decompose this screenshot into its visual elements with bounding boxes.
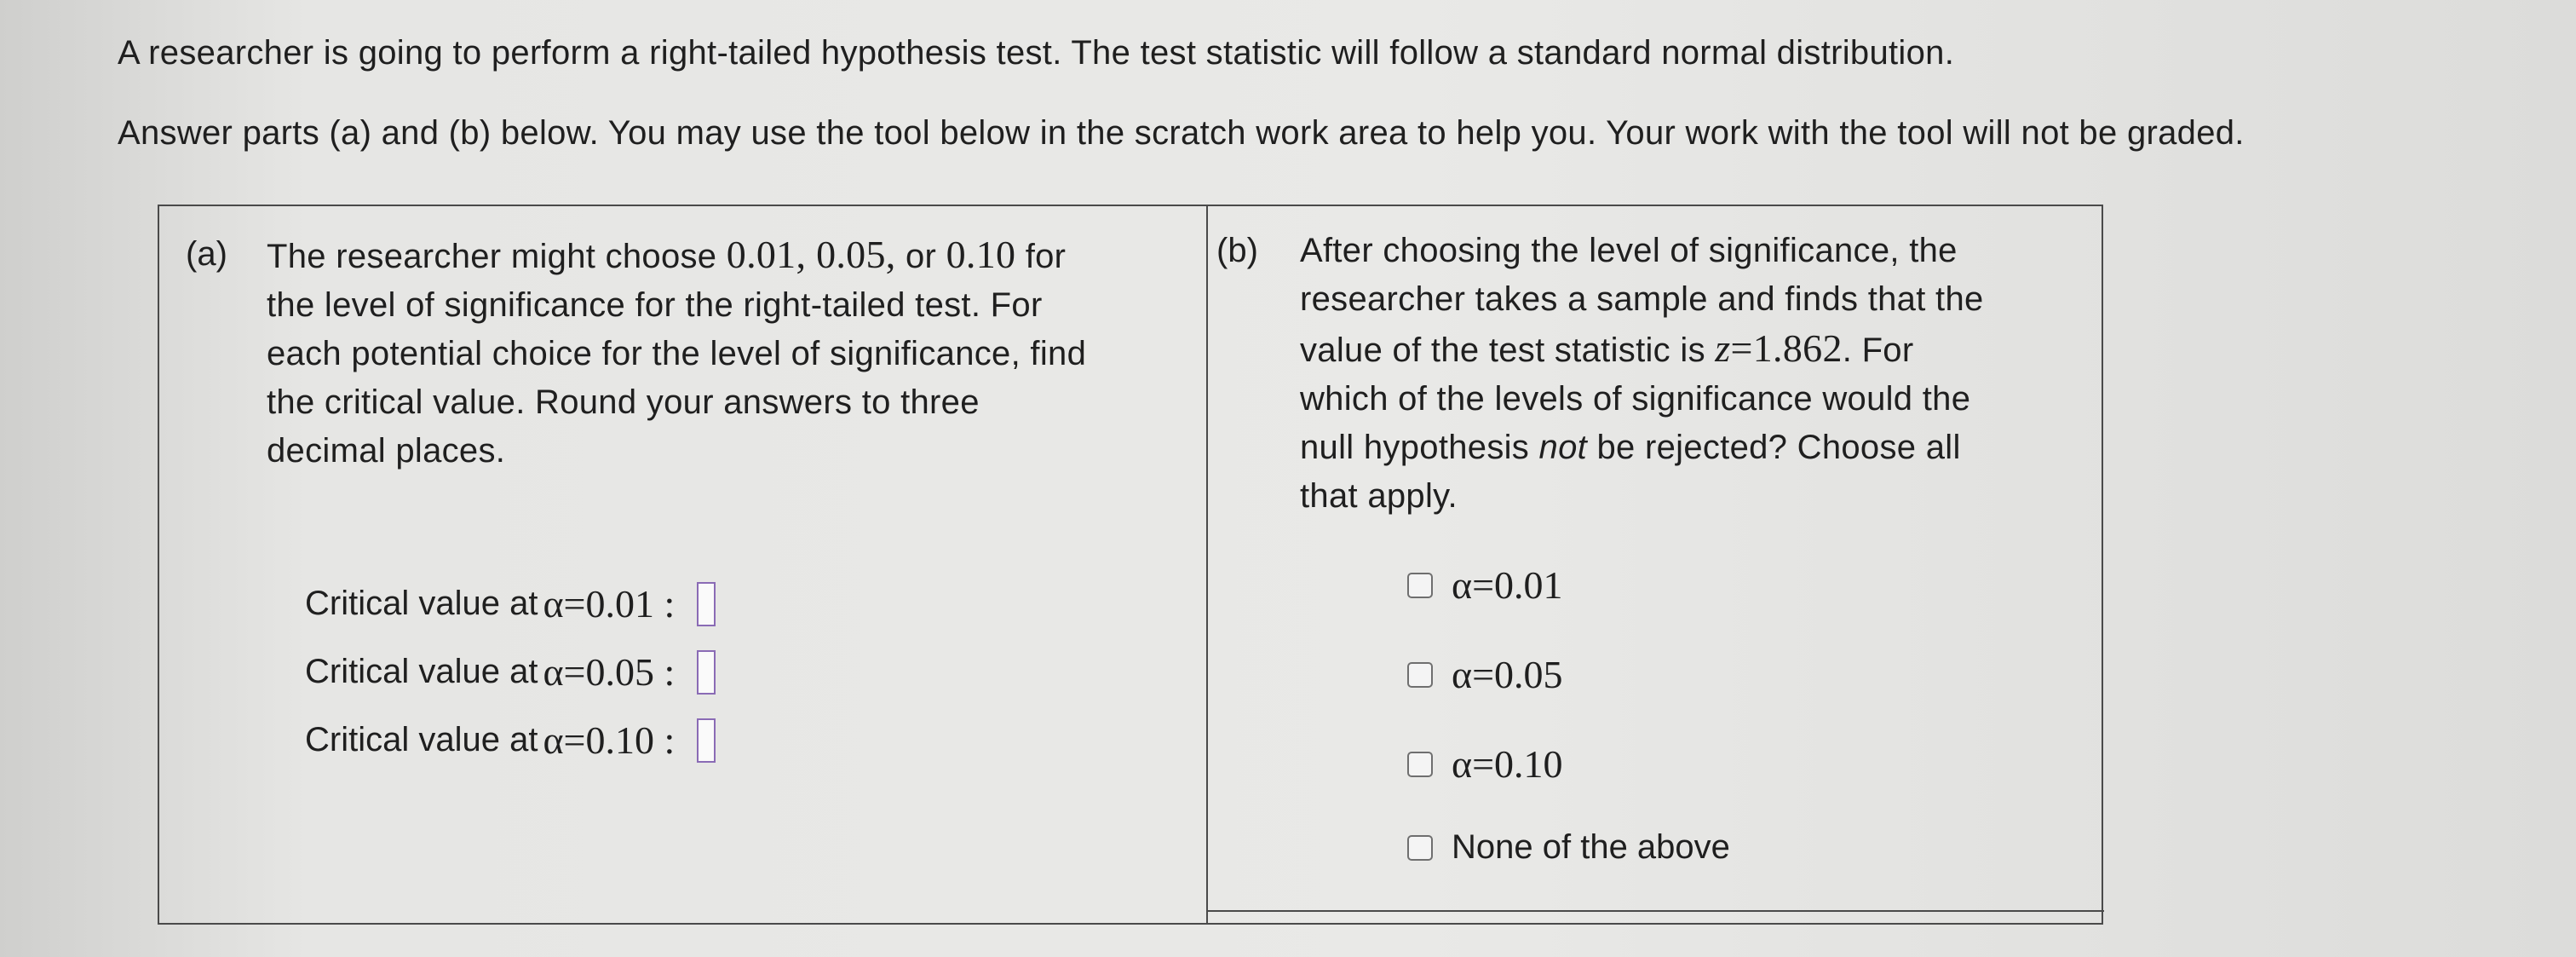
checkbox[interactable] bbox=[1407, 573, 1433, 598]
math-segment: z=1.862 bbox=[1715, 326, 1843, 370]
critical-value-input-010[interactable] bbox=[697, 718, 716, 763]
option-label: None of the above bbox=[1452, 828, 1730, 866]
option-alpha-010[interactable] bbox=[1407, 741, 1563, 787]
emphasis-segment: not bbox=[1538, 429, 1588, 466]
instruction-line bbox=[1300, 472, 2101, 521]
text-segment: null hypothesis bbox=[1300, 429, 1539, 466]
instruction-line bbox=[267, 427, 1195, 476]
critical-value-row-005 bbox=[305, 649, 716, 695]
text-segment: that apply. bbox=[1300, 477, 1458, 515]
part-b-bottom-border bbox=[1208, 910, 2104, 912]
instruction-line bbox=[267, 230, 1195, 281]
text-segment: the level of significance for the right-tailed test. For bbox=[267, 286, 1043, 324]
instruction-line bbox=[1300, 227, 2101, 275]
text-segment: be rejected? Choose all bbox=[1587, 429, 1961, 466]
text-segment: value of the test statistic is bbox=[1300, 331, 1716, 369]
text-segment: the critical value. Round your answers to three bbox=[267, 383, 980, 421]
instruction-line bbox=[267, 281, 1195, 330]
option-none[interactable] bbox=[1407, 828, 1730, 867]
intro-line-2: Answer parts (a) and (b) below. You may use the tool below in the scratch work area to help you. Your work with the tool will not be graded. bbox=[118, 114, 2245, 152]
alpha-value: α=0.05 : bbox=[543, 650, 676, 694]
text-segment: decimal places. bbox=[267, 432, 506, 470]
part-a-label: (a) bbox=[186, 235, 227, 273]
text-segment: After choosing the level of significance, the bbox=[1300, 232, 1958, 269]
alpha-value: α=0.10 : bbox=[543, 718, 676, 762]
critical-value-label: Critical value at bbox=[305, 721, 538, 758]
critical-value-input-001[interactable] bbox=[697, 582, 716, 626]
text-segment: or bbox=[895, 238, 946, 275]
option-label: α=0.01 bbox=[1452, 563, 1563, 607]
instruction-line bbox=[267, 378, 1195, 427]
option-alpha-001[interactable] bbox=[1407, 562, 1563, 608]
part-b-instructions bbox=[1300, 227, 2101, 521]
checkbox[interactable] bbox=[1407, 662, 1433, 688]
intro-line-1: A researcher is going to perform a right-tailed hypothesis test. The test statistic will follow a standard normal distribution. bbox=[118, 34, 1955, 72]
text-segment: for bbox=[1015, 238, 1067, 275]
critical-value-row-001 bbox=[305, 581, 716, 626]
critical-value-label: Critical value at bbox=[305, 585, 538, 622]
alpha-value: α=0.01 : bbox=[543, 582, 676, 626]
instruction-line bbox=[267, 330, 1195, 378]
part-a-instructions bbox=[267, 230, 1195, 476]
instruction-line bbox=[1300, 275, 2101, 324]
critical-value-label: Critical value at bbox=[305, 653, 538, 690]
text-segment: . For bbox=[1842, 331, 1914, 369]
part-divider bbox=[1206, 205, 1208, 925]
option-label: α=0.05 bbox=[1452, 653, 1563, 696]
critical-value-input-005[interactable] bbox=[697, 650, 716, 695]
text-segment: each potential choice for the level of significance, find bbox=[267, 335, 1087, 372]
text-segment: The researcher might choose bbox=[267, 238, 727, 275]
instruction-line bbox=[1300, 324, 2101, 375]
option-alpha-005[interactable] bbox=[1407, 652, 1563, 697]
checkbox[interactable] bbox=[1407, 835, 1433, 861]
critical-value-row-010 bbox=[305, 718, 716, 763]
text-segment: which of the levels of significance would the bbox=[1300, 380, 1971, 418]
option-label: α=0.10 bbox=[1452, 742, 1563, 786]
checkbox[interactable] bbox=[1407, 752, 1433, 777]
math-segment: 0.01, 0.05, bbox=[726, 233, 896, 276]
text-segment: researcher takes a sample and finds that the bbox=[1300, 280, 1984, 318]
math-segment: 0.10 bbox=[946, 233, 1016, 276]
part-b-label: (b) bbox=[1216, 232, 1258, 269]
instruction-line bbox=[1300, 424, 2101, 472]
instruction-line bbox=[1300, 375, 2101, 424]
